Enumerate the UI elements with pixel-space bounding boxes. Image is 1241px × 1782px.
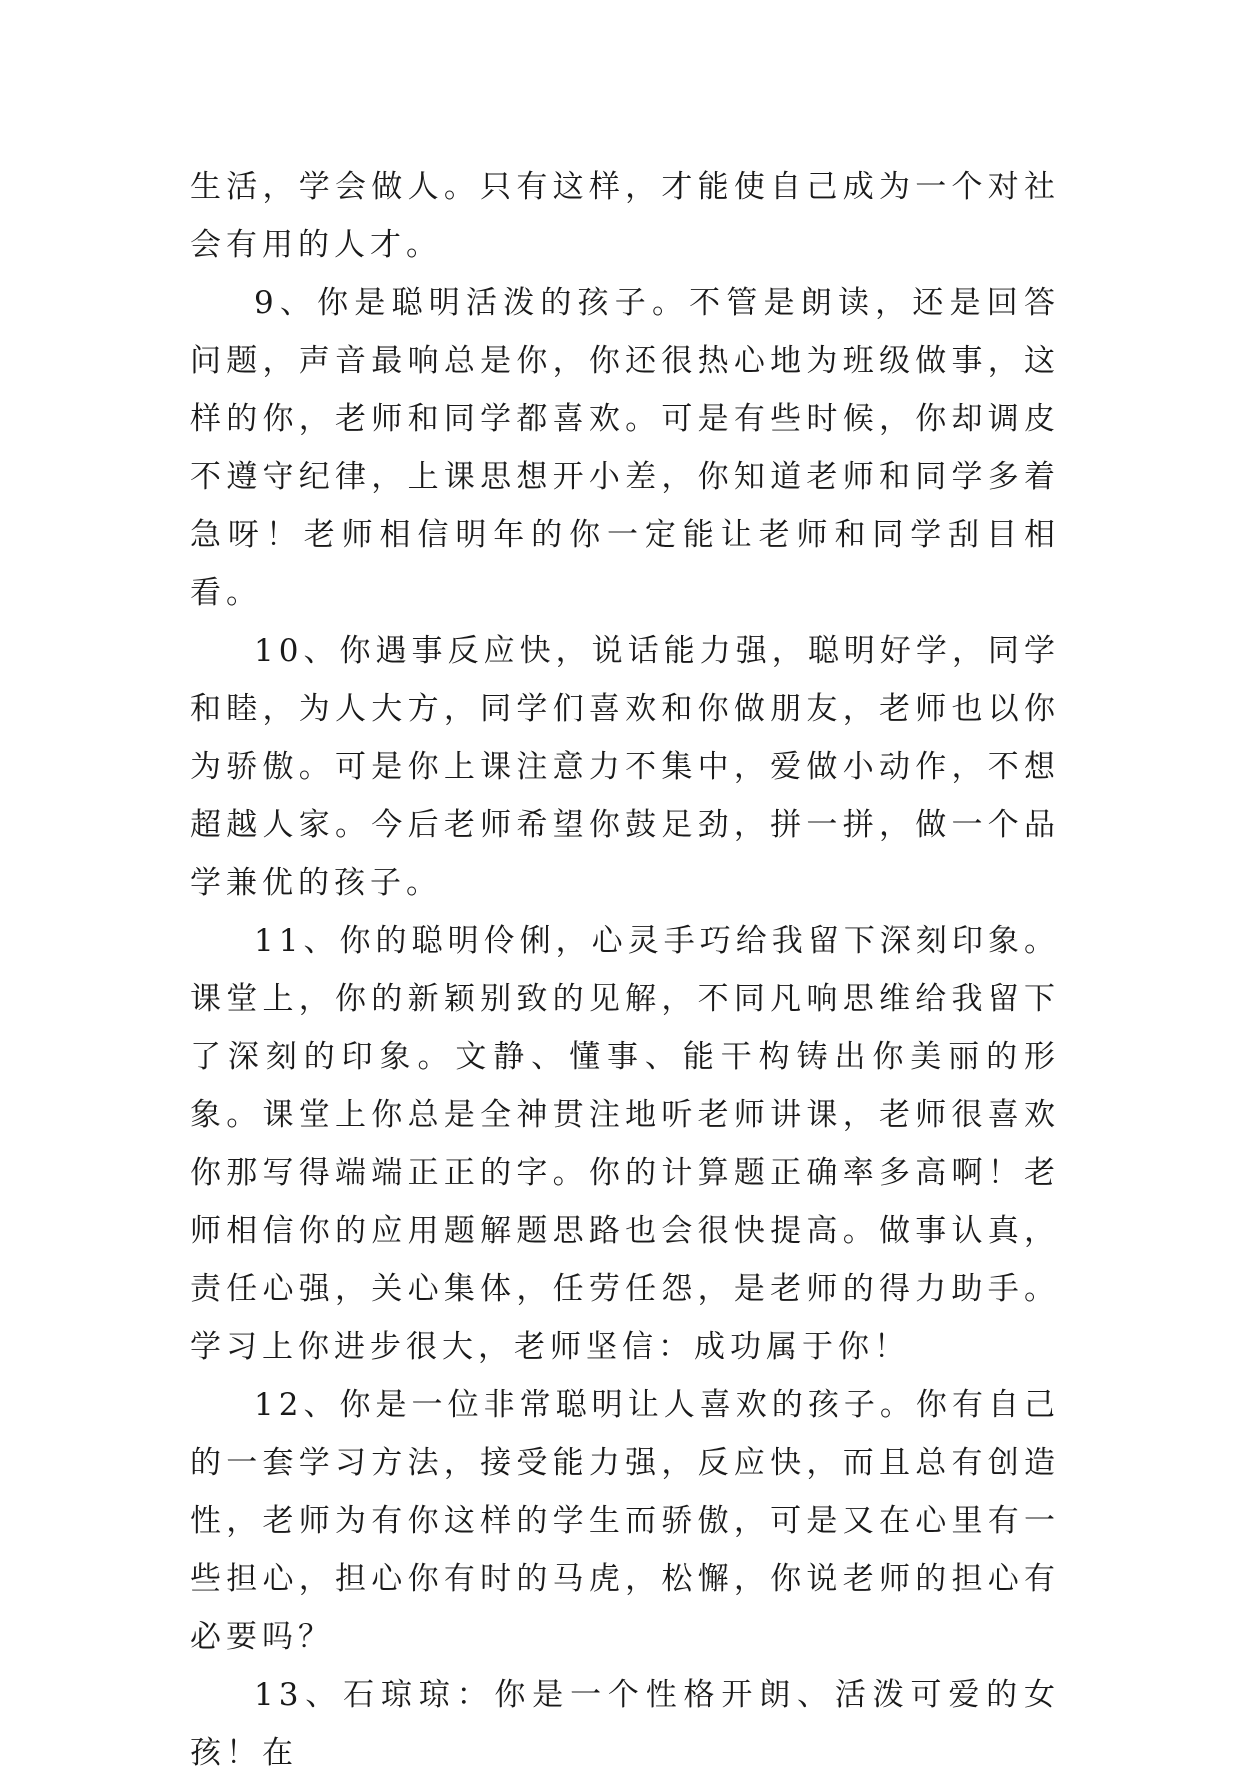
paragraph-continuation: 生活，学会做人。只有这样，才能使自己成为一个对社会有用的人才。 (190, 169, 1060, 263)
paragraph-comment-12: 12、你是一位非常聪明让人喜欢的孩子。你有自己的一套学习方法，接受能力强，反应快，而且总有创造性，老师为有你这样的学生而骄傲，可是又在心里有一些担心，担心你有时的马虎，松懈，你说老师的担心有必要吗？ (190, 1387, 1060, 1655)
paragraph-comment-13: 13、石琼琼：你是一个性格开朗、活泼可爱的女孩！在 (190, 1677, 1060, 1771)
paragraph-comment-9: 9、你是聪明活泼的孩子。不管是朗读，还是回答问题，声音最响总是你，你还很热心地为班级做事，这样的你，老师和同学都喜欢。可是有些时候，你却调皮不遵守纪律，上课思想开小差，你知道老师和同学多着急呀！老师相信明年的你一定能让老师和同学刮目相看。 (190, 285, 1060, 611)
document-body (190, 158, 1060, 1782)
paragraph-comment-10: 10、你遇事反应快，说话能力强，聪明好学，同学和睦，为人大方，同学们喜欢和你做朋友，老师也以你为骄傲。可是你上课注意力不集中，爱做小动作，不想超越人家。今后老师希望你鼓足劲，拼一拼，做一个品学兼优的孩子。 (190, 633, 1060, 901)
paragraph-comment-11: 11、你的聪明伶俐，心灵手巧给我留下深刻印象。课堂上，你的新颖别致的见解，不同凡响思维给我留下了深刻的印象。文静、懂事、能干构铸出你美丽的形象。课堂上你总是全神贯注地听老师讲课，老师很喜欢你那写得端端正正的字。你的计算题正确率多高啊！老师相信你的应用题解题思路也会很快提高。做事认真，责任心强，关心集体，任劳任怨，是老师的得力助手。学习上你进步很大，老师坚信：成功属于你！ (190, 923, 1060, 1365)
